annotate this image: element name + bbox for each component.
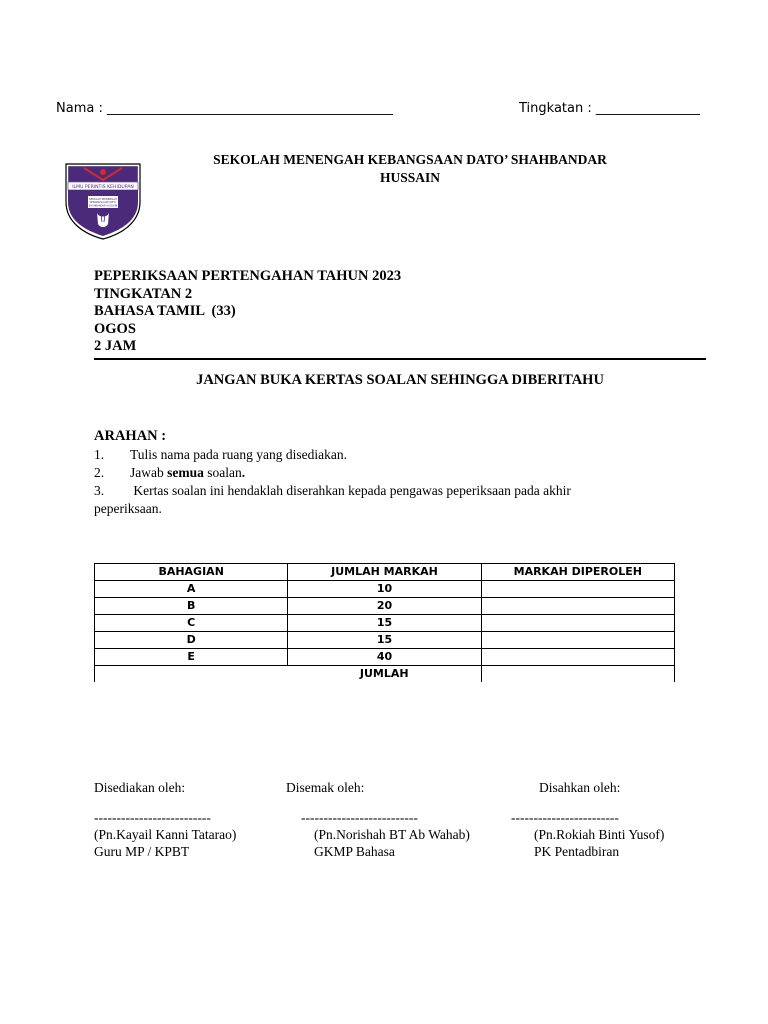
instruction-item-2: 2. Jawab semua soalan. (94, 465, 246, 480)
checked-role: GKMP Bahasa (314, 844, 395, 859)
approved-signature (511, 809, 664, 860)
section-cell: D (95, 632, 288, 649)
obtained-cell[interactable] (481, 598, 674, 615)
svg-text:KEBANGSAAN DATO': KEBANGSAAN DATO' (89, 201, 117, 204)
exam-info (94, 268, 401, 356)
school-name (150, 151, 670, 187)
obtained-cell[interactable] (481, 632, 674, 649)
horizontal-rule (94, 358, 706, 360)
table-row (95, 632, 675, 649)
exam-subject: BAHASA TAMIL (33) (94, 303, 236, 320)
instruction-item-1: 1. Tulis nama pada ruang yang disediakan. (94, 447, 347, 462)
exam-month: OGOS (94, 320, 136, 337)
obtained-cell[interactable] (481, 649, 674, 666)
total-label: JUMLAH (288, 666, 481, 683)
table-row (95, 598, 675, 615)
name-field-row (56, 101, 393, 116)
exam-form: TINGKATAN 2 (94, 285, 193, 302)
header-bahagian: BAHAGIAN (95, 564, 288, 581)
instructions-heading: ARAHAN : (94, 428, 167, 444)
marks-cell: 10 (288, 581, 481, 598)
form-blank[interactable]: ________________ (595, 101, 700, 116)
instruction-item-3: 3. Kertas soalan ini hendaklah diserahkan kepada pengawas peperiksaan pada akhir (94, 483, 571, 498)
section-cell: C (95, 615, 288, 632)
approved-label: Disahkan oleh: (539, 780, 621, 795)
approved-name: (Pn.Rokiah Binti Yusof) (534, 827, 665, 842)
checked-by-block (286, 779, 364, 796)
header-jumlah-markah: JUMLAH MARKAH (288, 564, 481, 581)
svg-text:SHAHBANDAR HUSSAIN: SHAHBANDAR HUSSAIN (88, 204, 118, 208)
instruction-item-3-cont: peperiksaan. (94, 501, 162, 516)
prepared-label: Disediakan oleh: (94, 780, 186, 795)
school-name-line2: HUSSAIN (379, 170, 441, 185)
table-row (95, 615, 675, 632)
school-name-line1: SEKOLAH MENENGAH KEBANGSAAN DATO’ SHAHBANDAR (213, 152, 607, 167)
table-row (95, 581, 675, 598)
checked-label: Disemak oleh: (286, 780, 365, 795)
signature-line: -------------------------- (94, 810, 211, 825)
school-crest-logo (64, 162, 142, 240)
total-empty-cell (95, 666, 288, 683)
marks-cell: 15 (288, 632, 481, 649)
table-row (95, 649, 675, 666)
marks-cell: 40 (288, 649, 481, 666)
prepared-role: Guru MP / KPBT (94, 844, 190, 859)
name-label: Nama : (56, 101, 103, 116)
form-field-row (519, 101, 700, 116)
prepared-name: (Pn.Kayail Kanni Tatarao) (94, 827, 237, 842)
marks-cell: 20 (288, 598, 481, 615)
prepared-by-block (94, 779, 185, 796)
table-header-row (95, 564, 675, 581)
checked-signature (301, 809, 470, 860)
checked-name: (Pn.Norishah BT Ab Wahab) (314, 827, 470, 842)
obtained-cell[interactable] (481, 615, 674, 632)
approved-by-block (539, 779, 620, 796)
approved-role: PK Pentadbiran (534, 844, 620, 859)
header-markah-diperoleh: MARKAH DIPEROLEH (481, 564, 674, 581)
prepared-signature (94, 809, 236, 860)
section-cell: E (95, 649, 288, 666)
exam-title: PEPERIKSAAN PERTENGAHAN TAHUN 2023 (94, 268, 402, 284)
name-blank[interactable]: ____________________________________________ (106, 101, 393, 116)
marks-table (94, 563, 675, 682)
obtained-cell[interactable] (481, 581, 674, 598)
signature-line: ------------------------ (511, 810, 619, 825)
svg-text:SEKOLAH MENENGAH: SEKOLAH MENENGAH (88, 198, 118, 201)
section-cell: A (95, 581, 288, 598)
section-cell: B (95, 598, 288, 615)
exam-duration: 2 JAM (94, 338, 137, 355)
total-obtained-cell[interactable] (481, 666, 674, 683)
form-label: Tingkatan : (519, 101, 592, 116)
exam-warning: JANGAN BUKA KERTAS SOALAN SEHINGGA DIBERITAHU (196, 372, 604, 388)
marks-cell: 15 (288, 615, 481, 632)
table-total-row (95, 666, 675, 683)
crest-motto: ILMU PERINTIS KEHIDUPAN (72, 185, 134, 190)
signature-line: -------------------------- (301, 810, 418, 825)
